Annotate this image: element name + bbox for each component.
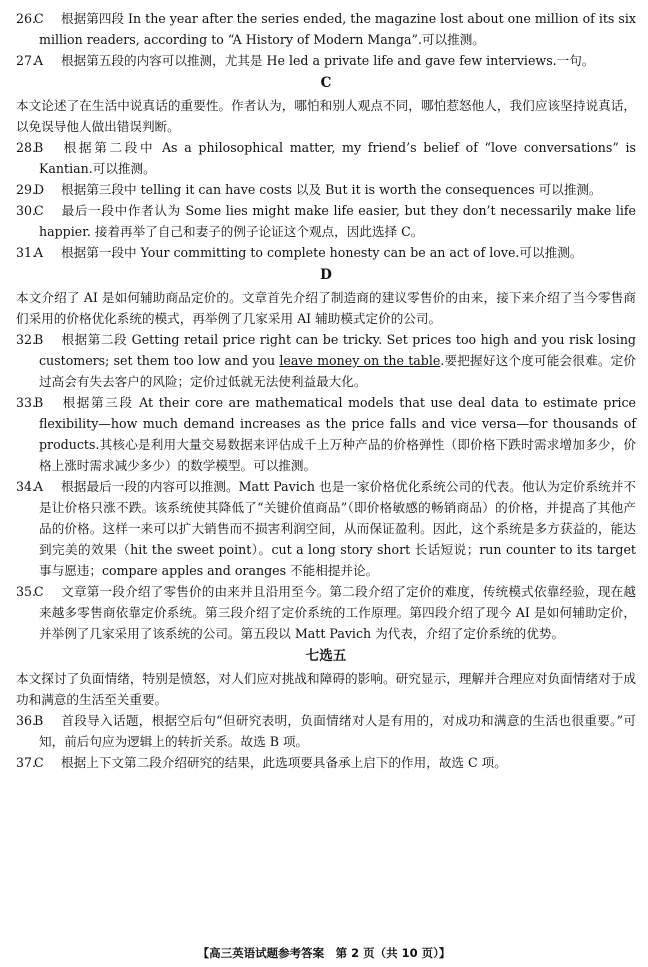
item-number: 33. [16,395,37,410]
item-answer: A [34,479,44,494]
answer-item-34 [16,476,636,581]
item-answer: A [34,53,44,68]
section-heading-d: D [320,267,332,283]
item-number: 30. [16,203,37,218]
item-explanation: 根据第五段的内容可以推测，尤其是 He led a private life and gave few interviews.一句。 [61,53,595,68]
item-explanation: 最后一段中作者认为 Some lies might make life easier, but they don’t necessarily make life happier. 接着再举了自己和妻子的例子论证这个观点，因此选择 C。 [39,203,636,239]
item-number: 37. [16,755,37,770]
answer-item-26 [16,8,636,50]
item-explanation: 根据第二段 Getting retail price right can be tricky. Set prices too high and you risk losing customers; set them too low and you [39,332,636,368]
item-number: 29. [16,182,37,197]
answer-item-30 [16,200,636,242]
answer-item-29 [16,179,636,200]
item-answer: D [34,182,45,197]
item-number: 28. [16,140,37,155]
answer-item-35 [16,581,636,644]
item-answer: B [34,140,44,155]
answer-item-37 [16,752,636,773]
answer-item-32 [16,329,636,392]
item-answer: C [34,584,44,599]
item-answer: C [34,11,44,26]
item-explanation: 文章第一段介绍了零售价的由来并且沿用至今。第二段介绍了定价的难度，传统模式依靠经验，现在越来越多零售商依靠定价系统。第三段介绍了定价系统的工作原理。第四段介绍了现今 AI 是如何辅助定价，并举例了几家采用了该系统的公司。第五段以 Matt Pavich 为代表，介绍了定价系统的优势。 [39,584,636,641]
item-number: 27. [16,53,37,68]
answer-item-31 [16,242,636,263]
section-qxw-intro: 本文探讨了负面情绪，特别是愤怒，对人们应对挑战和障碍的影响。研究显示，理解并合理应对负面情绪对于成功和满意的生活至关重要。 [16,671,636,707]
item-number: 36. [16,713,37,728]
answer-item-36 [16,710,636,752]
item-explanation: 根据上下文第二段介绍研究的结果，此选项要具备承上启下的作用，故选 C 项。 [61,755,507,770]
item-explanation: 根据第三段 At their core are mathematical models that use deal data to estimate price flexibility—how much demand increases as the price falls and vice versa—for thousands of products.其核心是利用大量交易数据来评估成千上万种产品的价格弹性（即价格下跌时需求增加多少，价格上涨时需求减少多少）的数学模型。可以推测。 [39,395,636,473]
answer-item-28 [16,137,636,179]
item-answer: B [34,332,44,347]
answer-item-33 [16,392,636,476]
item-number: 34. [16,479,37,494]
item-explanation: 根据第一段中 Your committing to complete honesty can be an act of love.可以推测。 [61,245,583,260]
item-number: 35. [16,584,37,599]
item-answer: B [34,713,44,728]
item-answer: C [34,203,44,218]
item-explanation: 首段导入话题，根据空后句“但研究表明，负面情绪对人是有用的，对成功和满意的生活也很重要。”可知，前后句应为逻辑上的转折关系。故选 B 项。 [39,713,636,749]
answer-item-27 [16,50,636,71]
section-d-intro: 本文介绍了 AI 是如何辅助商品定价的。文章首先介绍了制造商的建议零售价的由来，接下来介绍了当今零售商们采用的价格优化系统的模式，再举例了几家采用 AI 辅助模式定价的公司。 [16,290,636,326]
section-heading-seven-choose-five: 七选五 [305,648,347,664]
section-heading-c: C [320,75,332,91]
item-number: 31. [16,245,37,260]
item-answer: C [34,755,44,770]
page-footer: 【高三英语试题参考答案 第 2 页（共 10 页）】 [197,946,451,960]
item-explanation: 根据第四段 In the year after the series ended, the magazine lost about one million of its six million readers, according to “A History of Modern Manga”.可以推测。 [39,11,636,47]
underlined-phrase: leave money on the table [279,353,441,368]
item-answer: A [34,245,44,260]
item-number: 26. [16,11,37,26]
item-answer: B [34,395,44,410]
item-explanation: 根据第三段中 telling it can have costs 以及 But it is worth the consequences 可以推测。 [61,182,602,197]
item-explanation: 根据第二段中 As a philosophical matter, my friend’s belief of “love conversations” is Kantian.可以推测。 [39,140,636,176]
item-number: 32. [16,332,37,347]
item-explanation: 根据最后一段的内容可以推测。Matt Pavich 也是一家价格优化系统公司的代表。他认为定价系统并不是让价格只涨不跌。该系统使其降低了“关键价值商品”（即价格敏感的畅销商品）的价格，并提高了其他产品的价格。这样一来可以扩大销售而不损害利润空间，从而保证盈利。因此，这个系统是多方获益的，能达到完美的效果（hit the sweet point）。cut a long story short 长话短说；run counter to its target 事与愿违；compare apples and oranges 不能相提并论。 [39,479,636,578]
item-explanation-cont: .要把握好这个度可能会很难。定价过高会有失去客户的风险；定价过低就无法使利益最大化。 [39,353,636,389]
section-c-intro: 本文论述了在生活中说真话的重要性。作者认为，哪怕和别人观点不同，哪怕惹怒他人，我们应该坚持说真话，以免误导他人做出错误判断。 [16,98,636,134]
